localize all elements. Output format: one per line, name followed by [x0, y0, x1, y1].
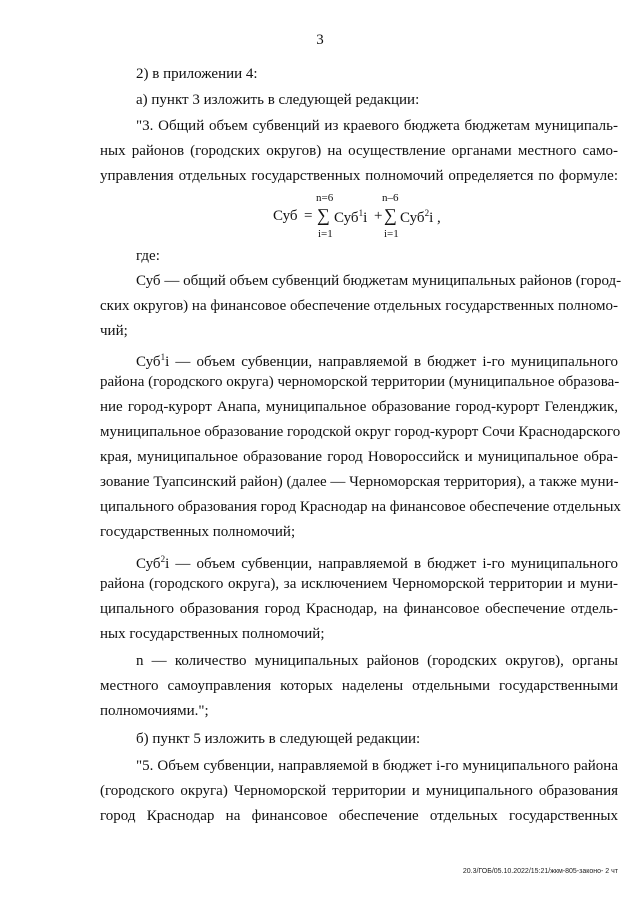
def-sub1-line-6: зование Туапсинский район) (далее — Черноморская территория), а также муни- — [100, 474, 619, 490]
where-label: где: — [136, 248, 160, 264]
formula-lhs: Суб — [273, 208, 298, 224]
def-sub-line-3: чий; — [100, 323, 128, 339]
def-sub1-line-1 — [136, 347, 618, 372]
sum2-upper-limit: n–6 — [382, 192, 399, 204]
sum1-lower-limit: i=1 — [318, 228, 333, 240]
term2-superscript: 2 — [424, 208, 430, 218]
formula-plus: + — [374, 208, 383, 224]
term1-index: i — [363, 210, 368, 226]
point3-line-3: управления отдельных государственных полномочий определяется по формуле: — [100, 168, 618, 184]
sub2-base: Суб — [136, 556, 161, 572]
sub2-rest: i — объем субвенции, направляемой в бюджет i-го муниципального — [165, 556, 618, 572]
list-item-a: а) пункт 3 изложить в следующей редакции: — [136, 92, 420, 108]
def-sub1-line-5: края, муниципальное образование город Новороссийск и муниципальное обра- — [100, 449, 618, 465]
def-sub1-line-2: района (городского округа) черноморской территории (муниципальное образова- — [100, 374, 620, 390]
sum2-symbol: ∑ — [384, 205, 397, 225]
formula-term2 — [400, 208, 441, 227]
def-sub2-line-3: ципального образования город Краснодар, на финансовое обеспечение отдель- — [100, 601, 618, 617]
point3-line-1: "3. Общий объем субвенций из краевого бюджета бюджетам муниципаль- — [136, 118, 618, 134]
def-n-line-1: n — количество муниципальных районов (городских округов), органы — [136, 653, 618, 669]
sum1-upper-limit: n=6 — [316, 192, 334, 204]
sub1-rest: i — объем субвенции, направляемой в бюджет i-го муниципального — [165, 354, 618, 370]
term2-index: i , — [429, 210, 441, 226]
formula-term1 — [334, 208, 367, 227]
def-sub2-line-2: района (городского округа), за исключением Черноморской территории и муни- — [100, 576, 618, 592]
term1-superscript: 1 — [358, 208, 364, 218]
point5-line-3: город Краснодар на финансовое обеспечение отдельных государственных — [100, 808, 618, 824]
def-sub-line-1: Суб — общий объем субвенций бюджетам муниципальных районов (город- — [136, 273, 622, 289]
list-item-b: б) пункт 5 изложить в следующей редакции: — [136, 731, 421, 747]
sub1-superscript: 1 — [160, 352, 166, 362]
page-number: 3 — [316, 32, 324, 48]
point3-line-2: ных районов (городских округов) на осуществление органами местного само- — [100, 143, 618, 159]
def-sub1-line-4: муниципальное образование городской округ город-курорт Сочи Краснодарского — [100, 424, 621, 440]
point5-line-1: "5. Объем субвенции, направляемой в бюджет i-го муниципального района — [136, 758, 618, 774]
sub2-superscript: 2 — [160, 554, 166, 564]
term2-base: Суб — [400, 210, 425, 226]
formula — [0, 192, 640, 244]
def-sub2-line-4: ных государственных полномочий; — [100, 626, 325, 642]
def-n-line-3: полномочиями."; — [100, 703, 209, 719]
sum2-lower-limit: i=1 — [384, 228, 399, 240]
list-item-2: 2) в приложении 4: — [136, 66, 258, 82]
def-sub2-line-1 — [136, 549, 618, 574]
def-sub1-line-7: ципального образования город Краснодар на финансовое обеспечение отдельных — [100, 499, 621, 515]
def-sub1-line-8: государственных полномочий; — [100, 524, 296, 540]
sub1-base: Суб — [136, 354, 161, 370]
point5-line-2: (городского округа) Черноморской территории и муниципального образования — [100, 783, 618, 799]
def-sub-line-2: ских округов) на финансовое обеспечение отдельных государственных полномо- — [100, 298, 619, 314]
sum1-symbol: ∑ — [317, 205, 330, 225]
term1-base: Суб — [334, 210, 359, 226]
formula-equals: = — [304, 208, 313, 224]
def-n-line-2: местного самоуправления которых наделены отдельными государственными — [100, 678, 618, 694]
def-sub1-line-3: ние город-курорт Анапа, муниципальное образование город-курорт Геленджик, — [100, 399, 618, 415]
footer-code: 20.3/ГОБ/05.10.2022/15:21/жкм-805-законо- 2 чт — [462, 868, 618, 875]
